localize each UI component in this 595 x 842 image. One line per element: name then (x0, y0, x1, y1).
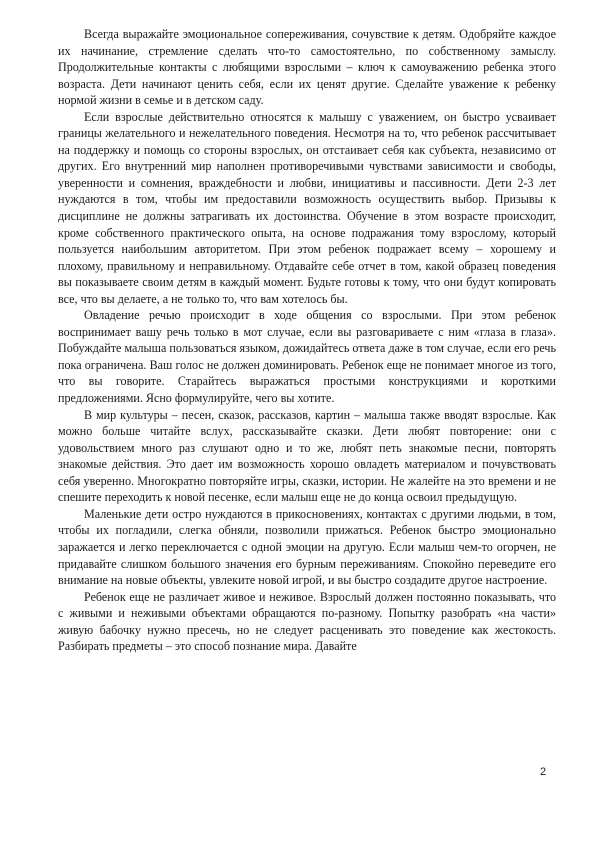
paragraph-1: Всегда выражайте эмоциональное сопереживания, сочувствие к детям. Одобряйте каждое их начинание, стремление сделать что-то самостоятельно, по собственному замыслу. Продолжительные контакты с любящими взрослыми – ключ к самоуважению ребенка этого возраста. Дети начинают ценить себя, если их ценят другие. Сделайте уважение к ребенку нормой жизни в семье и в детском саду. (58, 27, 556, 108)
paragraph-3: Овладение речью происходит в ходе общения со взрослыми. При этом ребенок воспринимает вашу речь только в мот случае, если вы разговариваете с ним «глаза в глаза». Побуждайте малыша пользоваться языком, дожидайтесь ответа даже в том случае, если его речь пока ограничена. Ваш голос не должен доминировать. Ребенок еще не понимает многое из того, что вы говорите. Старайтесь выражаться простыми конструкциями и короткими предложениями. Ясно формулируйте, чего вы хотите. (58, 308, 556, 406)
paragraph-5: Маленькие дети остро нуждаются в прикосновениях, контактах с другими людьми, в том, чтобы их погладили, слегка обняли, позволили прижаться. Ребенок быстро эмоционально заражается и легко переключается с одной эмоции на другую. Если малыш чем-то огорчен, не придавайте слишком большого значения его бурным переживаниям. Спокойно переведите его внимание на новые объекты, увлеките новой игрой, и вы быстро создадите другое настроение. (58, 506, 556, 588)
paragraph-6: Ребенок еще не различает живое и неживое. Взрослый должен постоянно показывать, что с живыми и неживыми объектами обращаются по-разному. Попытку разобрать «на части» живую бабочку нужно пресечь, но не следует расценивать это поведение как жестокость. Разбирать предметы – это способ познание мира. Давайте (58, 589, 556, 654)
body-text (58, 26, 556, 655)
paragraph-2: Если взрослые действительно относятся к малышу с уважением, он быстро усваивает границы желательного и нежелательного поведения. Несмотря на то, что ребенок рассчитывает на поддержку и помощь со стороны взрослых, он отстаивает себя как субъекта, независимо от других. Его внутренний мир наполнен противоречивыми чувствами зависимости и свободы, уверенности и сомнения, враждебности и любви, инициативы и пассивности. Дети 2-3 лет нуждаются в том, чтобы им предоставили возможность осуществить выбор. Призывы к дисциплине не должны затрагивать их достоинства. Обучение в этом возрасте происходит, кроме собственного практического опыта, на основе подражания тому взрослому, который пользуется наибольшим авторитетом. При этом ребенок подражает всему – хорошему и плохому, правильному и неправильному. Отдавайте себе отчет в том, какой образец поведения вы показываете своим детям в каждый момент. Будьте готовы к тому, что они будут копировать все, что вы делаете, а не только то, что вам хотелось бы. (58, 109, 556, 306)
paragraph-4: В мир культуры – песен, сказок, рассказов, картин – малыша также вводят взрослые. Как можно больше читайте вслух, рассказывайте сказки. Дети любят повторение: они с удовольствием много раз слушают одно и то же, любят петь знакомые песни, повторять знакомые действия. Это дает им возможность хорошо овладеть материалом и почувствовать себя уверенно. Многократно повторяйте игры, сказки, истории. Не жалейте на это времени и не спешите переходить к новой песенке, если малыш еще не до конца освоил предыдущую. (58, 407, 556, 505)
page-number: 2 (540, 766, 547, 778)
